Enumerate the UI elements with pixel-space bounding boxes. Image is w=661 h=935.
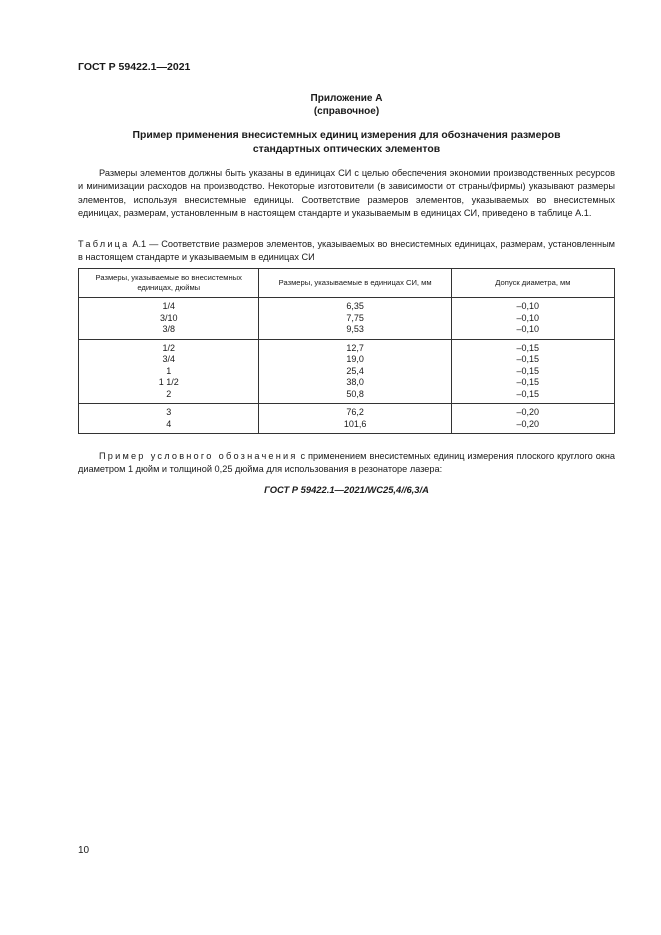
- cell-tolerance: –0,10 –0,10 –0,10: [451, 298, 614, 340]
- dimensions-table: [78, 268, 615, 434]
- example-text: с применением внесистемных единиц измерения плоского круглого окна диаметром 1 дюйм и толщиной 0,25 дюйма для использования в резонаторе лазера:: [78, 451, 616, 475]
- annex-title: Приложение А: [310, 93, 383, 104]
- cell-tolerance: –0,20 –0,20: [451, 404, 614, 434]
- header-inches: Размеры, указываемые во внесистемных единицах, дюймы: [79, 269, 259, 298]
- page-number: 10: [78, 845, 90, 856]
- header-si-mm: Размеры, указываемые в единицах СИ, мм: [259, 269, 451, 298]
- cell-inches: 1/2 3/4 1 1 1/2 2: [79, 339, 259, 404]
- header-tolerance: Допуск диаметра, мм: [451, 269, 614, 298]
- table-row-group-1: [79, 298, 615, 340]
- annex-subtitle: (справочное): [313, 106, 380, 117]
- cell-mm: 6,35 7,75 9,53: [259, 298, 451, 340]
- table-caption-text: А.1 — Соответствие размеров элементов, указываемых во внесистемных единицах, размерам, установленным в настоящем стандарте и указываемым в единицах СИ: [78, 239, 615, 263]
- table-caption-label: Таблица: [78, 239, 130, 249]
- table-row-group-3: [79, 404, 615, 434]
- cell-tolerance: –0,15 –0,15 –0,15 –0,15 –0,15: [451, 339, 614, 404]
- paragraph-intro: Размеры элементов должны быть указаны в единицах СИ с целью обеспечения экономии производственных ресурсов и минимизации расходов на производство. Некоторые изготовители (в зависимости от страны/фирмы) указывают размеры элементов, используя внесистемные единицы. Соответствие размеров элементов, указываемых во внесистемных единицах, размерам, установленным в настоящем стандарте и указываемым в единицах СИ, приведено в таблице А.1.: [78, 168, 615, 219]
- cell-inches: 1/4 3/10 3/8: [79, 298, 259, 340]
- paragraph-example: [78, 450, 615, 477]
- table-row-group-2: [79, 339, 615, 404]
- section-title-line1: Пример применения внесистемных единиц измерения для обозначения размеров: [132, 130, 561, 141]
- cell-mm: 12,7 19,0 25,4 38,0 50,8: [259, 339, 451, 404]
- table-caption: [78, 238, 615, 265]
- example-label: Пример условного обозначения: [99, 451, 298, 461]
- cell-mm: 76,2 101,6: [259, 404, 451, 434]
- annex-heading: [78, 92, 615, 118]
- designation-example: ГОСТ Р 59422.1—2021/WC25,4//6,3/А: [264, 484, 429, 495]
- section-title-line2: стандартных оптических элементов: [252, 144, 441, 155]
- table-header-row: [79, 269, 615, 298]
- section-title: [78, 129, 615, 157]
- standard-header: ГОСТ Р 59422.1—2021: [78, 61, 191, 73]
- cell-inches: 3 4: [79, 404, 259, 434]
